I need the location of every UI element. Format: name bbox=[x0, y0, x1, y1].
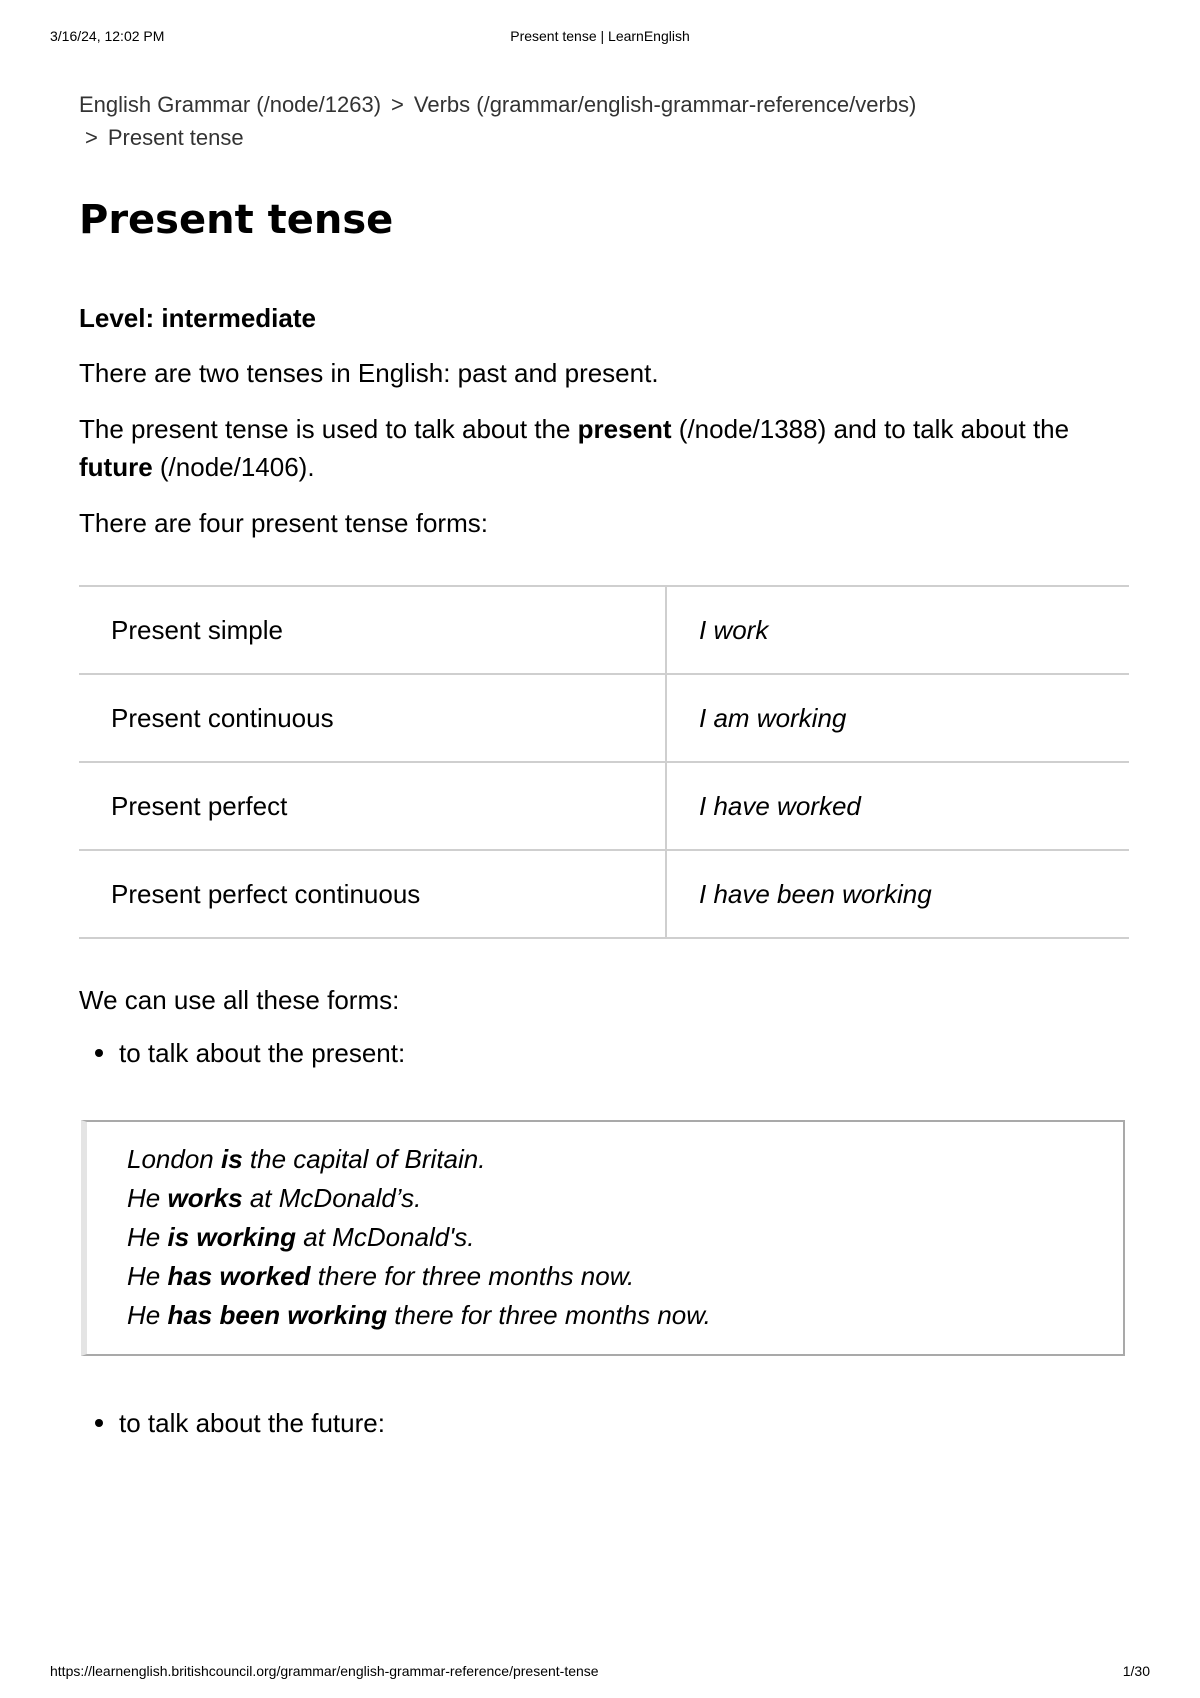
breadcrumb-separator: > bbox=[85, 125, 98, 150]
example-verb: works bbox=[167, 1183, 243, 1213]
breadcrumb-item-english-grammar[interactable]: English Grammar (/node/1263) bbox=[79, 92, 382, 117]
form-name-cell: Present perfect continuous bbox=[79, 850, 666, 938]
uses-intro: We can use all these forms: bbox=[79, 985, 400, 1015]
intro-paragraph-2 bbox=[79, 410, 1129, 486]
breadcrumb-line-2 bbox=[79, 121, 1129, 154]
intro-paragraph-1: There are two tenses in English: past and present. bbox=[79, 358, 659, 388]
example-sentence bbox=[127, 1296, 1123, 1335]
example-sentence bbox=[127, 1140, 1123, 1179]
example-text: there for three months now. bbox=[310, 1261, 635, 1291]
example-text: there for three months now. bbox=[387, 1300, 711, 1330]
uses-list bbox=[79, 1034, 1129, 1072]
print-page-number: 1/30 bbox=[1122, 1663, 1150, 1679]
example-verb: has worked bbox=[167, 1261, 311, 1291]
bullet-icon bbox=[95, 1419, 103, 1427]
form-example-cell: I work bbox=[666, 586, 1129, 674]
print-datetime: 3/16/24, 12:02 PM bbox=[50, 28, 165, 44]
print-header bbox=[50, 28, 1150, 48]
bullet-icon bbox=[95, 1049, 103, 1057]
table-row bbox=[79, 586, 1129, 674]
intro-text: (/node/1388) and to talk about the bbox=[671, 414, 1070, 444]
table-row bbox=[79, 762, 1129, 850]
example-sentence bbox=[127, 1218, 1123, 1257]
present-forms-table bbox=[79, 585, 1129, 939]
example-sentence bbox=[127, 1257, 1123, 1296]
examples-box bbox=[81, 1120, 1125, 1356]
example-text: at McDonald’s. bbox=[242, 1183, 422, 1213]
breadcrumb bbox=[79, 88, 1129, 154]
example-verb: is working bbox=[167, 1222, 297, 1252]
breadcrumb-item-present-tense: Present tense bbox=[107, 125, 244, 150]
example-text: the capital of Britain. bbox=[242, 1144, 486, 1174]
present-link[interactable]: present bbox=[577, 414, 672, 444]
list-item bbox=[79, 1404, 1129, 1442]
example-text: He bbox=[127, 1261, 168, 1291]
example-verb: has been working bbox=[167, 1300, 388, 1330]
form-name-cell: Present continuous bbox=[79, 674, 666, 762]
table-row bbox=[79, 850, 1129, 938]
future-link[interactable]: future bbox=[79, 452, 153, 482]
form-example-cell: I am working bbox=[666, 674, 1129, 762]
form-example-cell: I have worked bbox=[666, 762, 1129, 850]
breadcrumb-separator: > bbox=[391, 92, 404, 117]
page-title: Present tense bbox=[79, 197, 394, 243]
uses-list-future bbox=[79, 1404, 1129, 1442]
example-text: He bbox=[127, 1183, 168, 1213]
print-url: https://learnenglish.britishcouncil.org/grammar/english-grammar-reference/present-tense bbox=[50, 1663, 599, 1679]
form-name-cell: Present perfect bbox=[79, 762, 666, 850]
intro-text: The present tense is used to talk about the bbox=[79, 414, 578, 444]
breadcrumb-line-1 bbox=[79, 88, 1129, 121]
level-label: Level: intermediate bbox=[79, 303, 316, 333]
example-verb: is bbox=[220, 1144, 243, 1174]
example-text: London bbox=[127, 1144, 221, 1174]
example-text: He bbox=[127, 1222, 168, 1252]
breadcrumb-item-verbs[interactable]: Verbs (/grammar/english-grammar-reference/verbs) bbox=[413, 92, 917, 117]
form-name-cell: Present simple bbox=[79, 586, 666, 674]
main-content bbox=[79, 88, 1129, 1442]
bullet-text: to talk about the present: bbox=[119, 1038, 406, 1068]
table-row bbox=[79, 674, 1129, 762]
list-item bbox=[79, 1034, 1129, 1072]
form-example-cell: I have been working bbox=[666, 850, 1129, 938]
print-page-title: Present tense | LearnEnglish bbox=[510, 28, 690, 44]
bullet-text: to talk about the future: bbox=[119, 1408, 385, 1438]
print-footer bbox=[50, 1663, 1150, 1683]
example-text: at McDonald's. bbox=[296, 1222, 475, 1252]
intro-paragraph-3: There are four present tense forms: bbox=[79, 508, 488, 538]
example-sentence bbox=[127, 1179, 1123, 1218]
intro-text: (/node/1406). bbox=[152, 452, 315, 482]
example-text: He bbox=[127, 1300, 168, 1330]
